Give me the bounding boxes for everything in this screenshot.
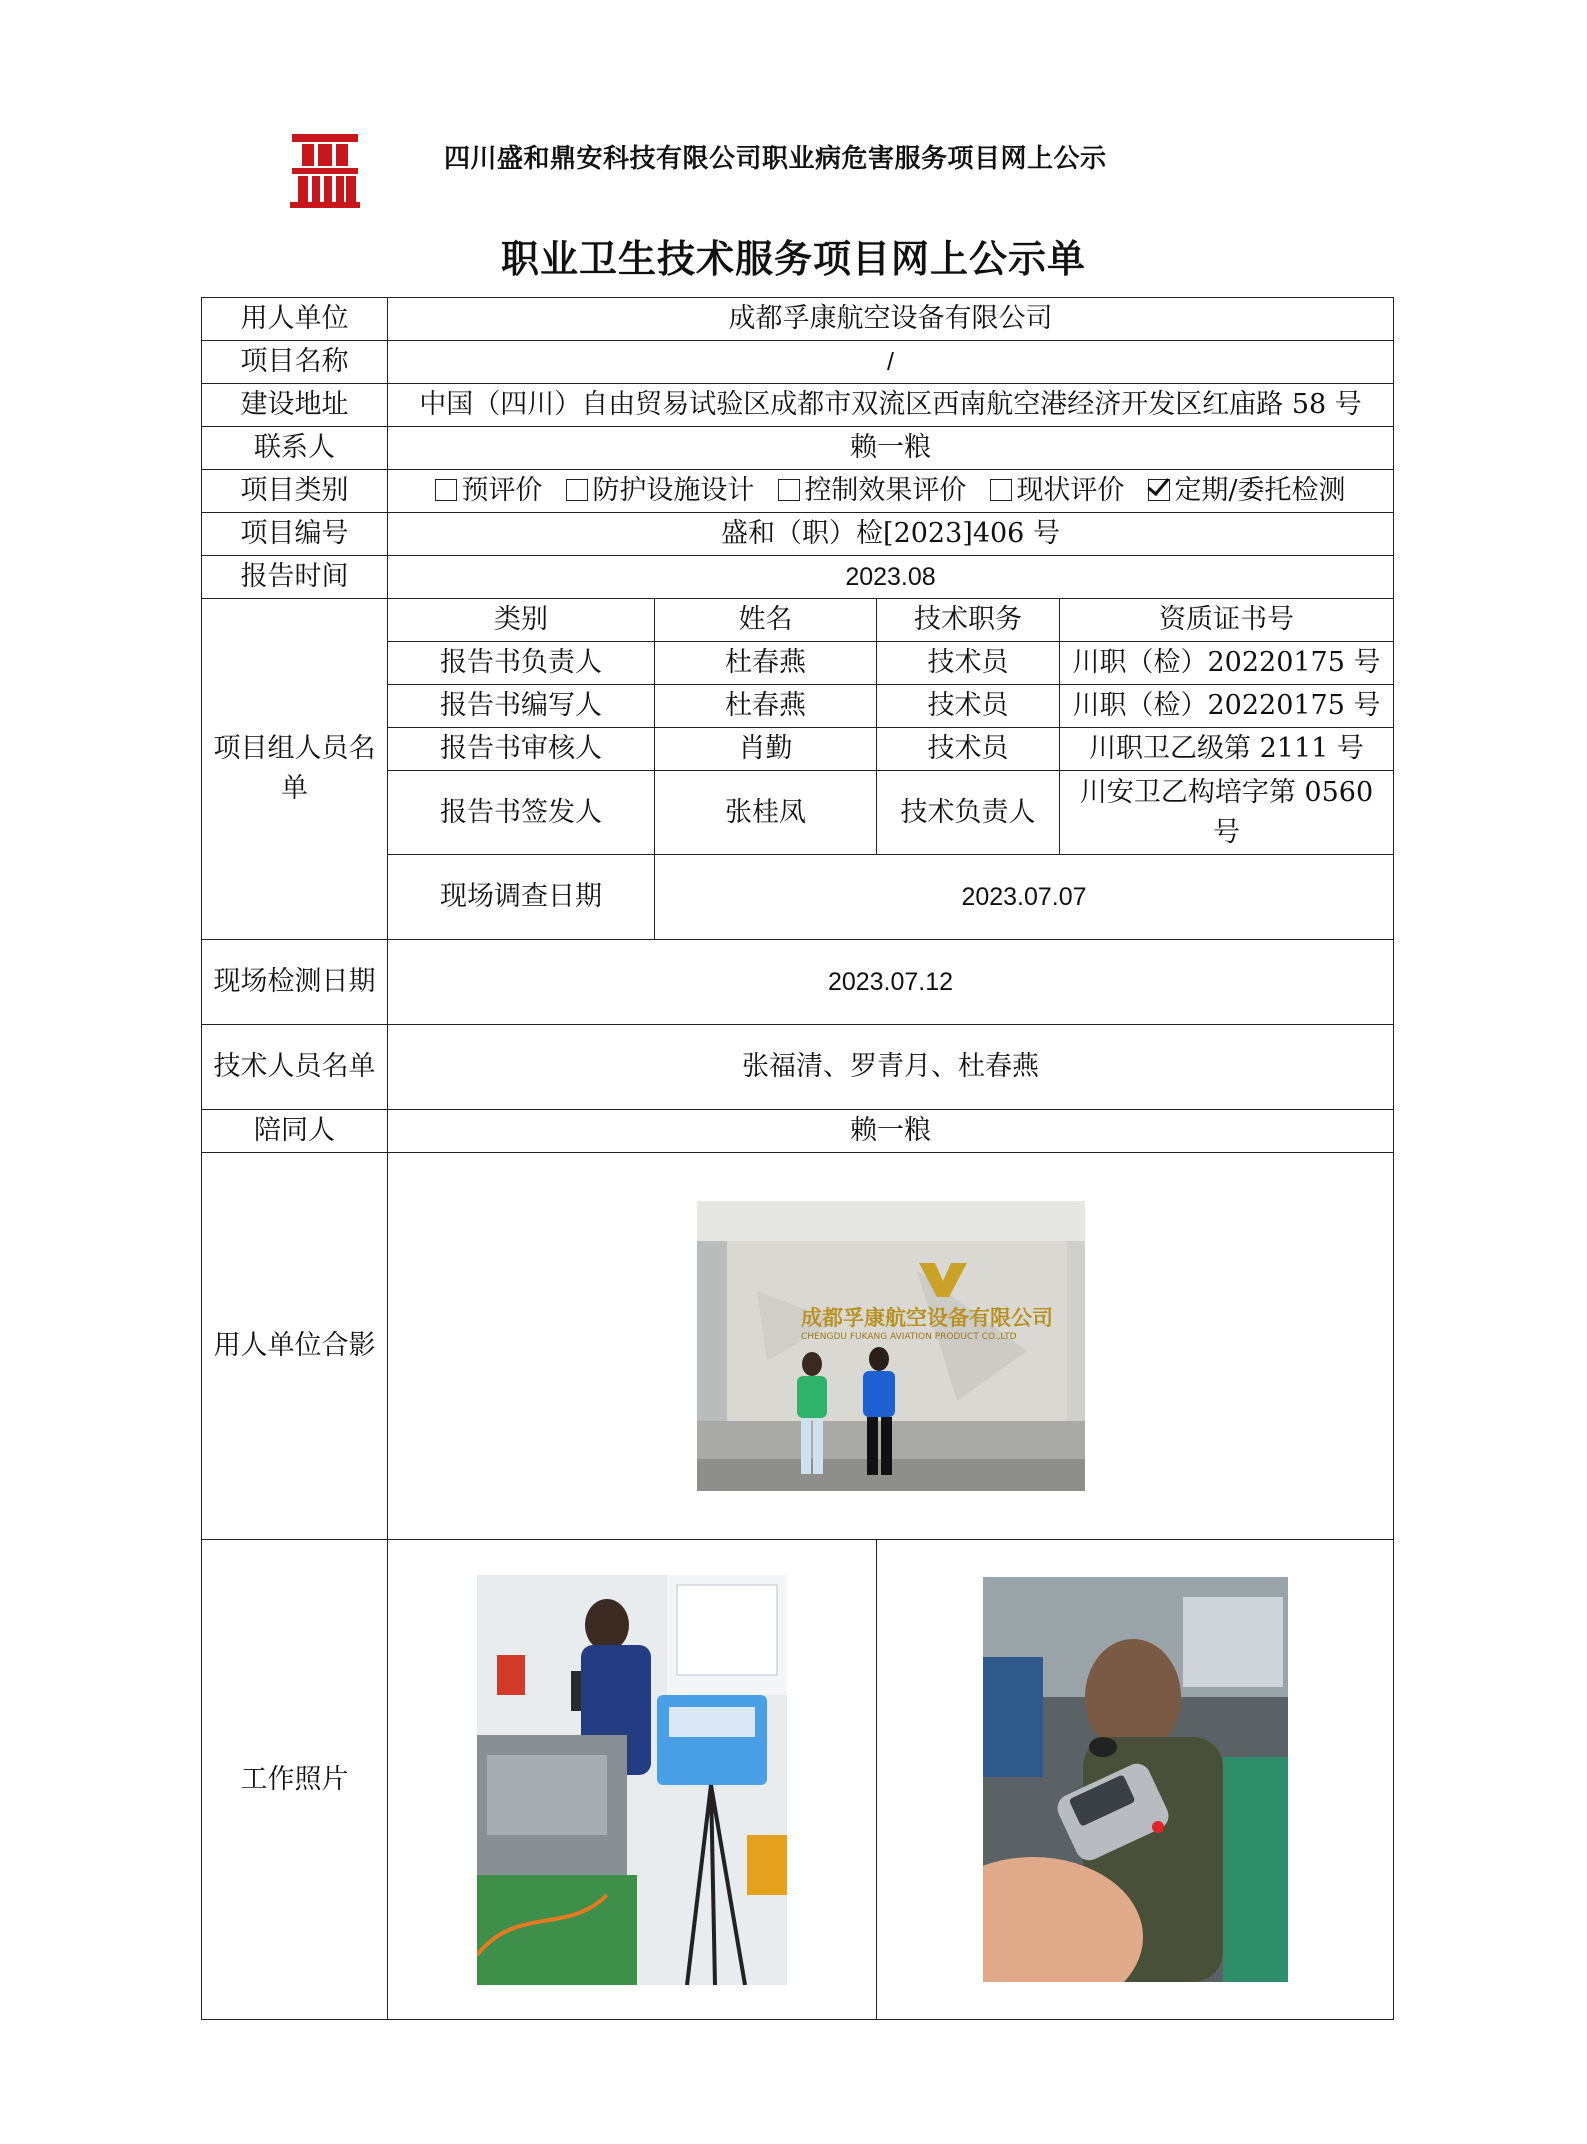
team-header-title: 技术职务 <box>877 599 1060 642</box>
group-photo-cell <box>388 1153 1394 1540</box>
team-header-category: 类别 <box>388 599 655 642</box>
team-name: 杜春燕 <box>655 642 877 685</box>
team-role: 报告书负责人 <box>388 642 655 685</box>
label-team: 项目组人员名单 <box>202 599 388 940</box>
disclosure-form <box>201 297 1394 2020</box>
team-name: 张桂凤 <box>655 771 877 855</box>
team-role: 报告书签发人 <box>388 771 655 855</box>
label-survey-date: 现场调查日期 <box>388 855 655 940</box>
team-title: 技术员 <box>877 685 1060 728</box>
value-report-time: 2023.08 <box>388 556 1394 599</box>
document-title: 职业卫生技术服务项目网上公示单 <box>500 237 1086 281</box>
label-companion: 陪同人 <box>202 1110 388 1153</box>
value-contact: 赖一粮 <box>388 427 1394 470</box>
checkbox-icon <box>778 479 800 501</box>
category-option-protection-design: 防护设施设计 <box>566 475 754 506</box>
company-logo <box>288 130 362 210</box>
team-name: 杜春燕 <box>655 685 877 728</box>
value-employer: 成都孚康航空设备有限公司 <box>388 298 1394 341</box>
value-project-no: 盛和（职）检[2023]406 号 <box>388 513 1394 556</box>
value-companion: 赖一粮 <box>388 1110 1394 1153</box>
category-option-periodic-testing: 定期/委托检测 <box>1148 475 1345 506</box>
label-group-photo: 用人单位合影 <box>202 1153 388 1540</box>
category-option-status-evaluation: 现状评价 <box>990 475 1124 506</box>
team-name: 肖勤 <box>655 728 877 771</box>
page-header <box>288 130 1388 230</box>
team-title: 技术员 <box>877 728 1060 771</box>
work-photo-cell-1 <box>388 1540 877 2020</box>
team-cert: 川职（检）20220175 号 <box>1060 642 1394 685</box>
sign-text: 成都孚康航空设备有限公司 <box>800 1306 1053 1330</box>
team-role: 报告书编写人 <box>388 685 655 728</box>
value-survey-date: 2023.07.07 <box>655 855 1394 940</box>
label-project-no: 项目编号 <box>202 513 388 556</box>
team-role: 报告书审核人 <box>388 728 655 771</box>
team-cert: 川职卫乙级第 2111 号 <box>1060 728 1394 771</box>
label-tech-staff: 技术人员名单 <box>202 1025 388 1110</box>
team-cert: 川安卫乙构培字第 0560 号 <box>1060 771 1394 855</box>
label-work-photos: 工作照片 <box>202 1540 388 2020</box>
label-report-time: 报告时间 <box>202 556 388 599</box>
checkbox-icon <box>566 479 588 501</box>
sign-subtext: CHENGDU FUKANG AVIATION PRODUCT CO.,LTD <box>800 1332 1017 1342</box>
category-option-control-evaluation: 控制效果评价 <box>778 475 966 506</box>
company-header-text: 四川盛和鼎安科技有限公司职业病危害服务项目网上公示 <box>444 144 1107 174</box>
label-category: 项目类别 <box>202 470 388 513</box>
team-title: 技术负责人 <box>877 771 1060 855</box>
team-cert: 川职（检）20220175 号 <box>1060 685 1394 728</box>
value-project-name: / <box>388 341 1394 384</box>
work-photo-noise-measurement <box>983 1577 1288 1982</box>
team-header-cert: 资质证书号 <box>1060 599 1394 642</box>
label-contact: 联系人 <box>202 427 388 470</box>
checkbox-checked-icon <box>1148 479 1170 501</box>
checkbox-icon <box>435 479 457 501</box>
label-test-date: 现场检测日期 <box>202 940 388 1025</box>
team-title: 技术员 <box>877 642 1060 685</box>
label-address: 建设地址 <box>202 384 388 427</box>
value-address: 中国（四川）自由贸易试验区成都市双流区西南航空港经济开发区红庙路 58 号 <box>388 384 1394 427</box>
value-tech-staff: 张福清、罗青月、杜春燕 <box>388 1025 1394 1110</box>
work-photo-cell-2 <box>877 1540 1394 2020</box>
team-header-name: 姓名 <box>655 599 877 642</box>
group-photo <box>697 1201 1085 1491</box>
checkbox-icon <box>990 479 1012 501</box>
label-project-name: 项目名称 <box>202 341 388 384</box>
label-employer: 用人单位 <box>202 298 388 341</box>
value-test-date: 2023.07.12 <box>388 940 1394 1025</box>
work-photo-sampling <box>477 1575 787 1985</box>
category-options <box>388 470 1394 513</box>
category-option-pre-evaluation: 预评价 <box>435 475 542 506</box>
